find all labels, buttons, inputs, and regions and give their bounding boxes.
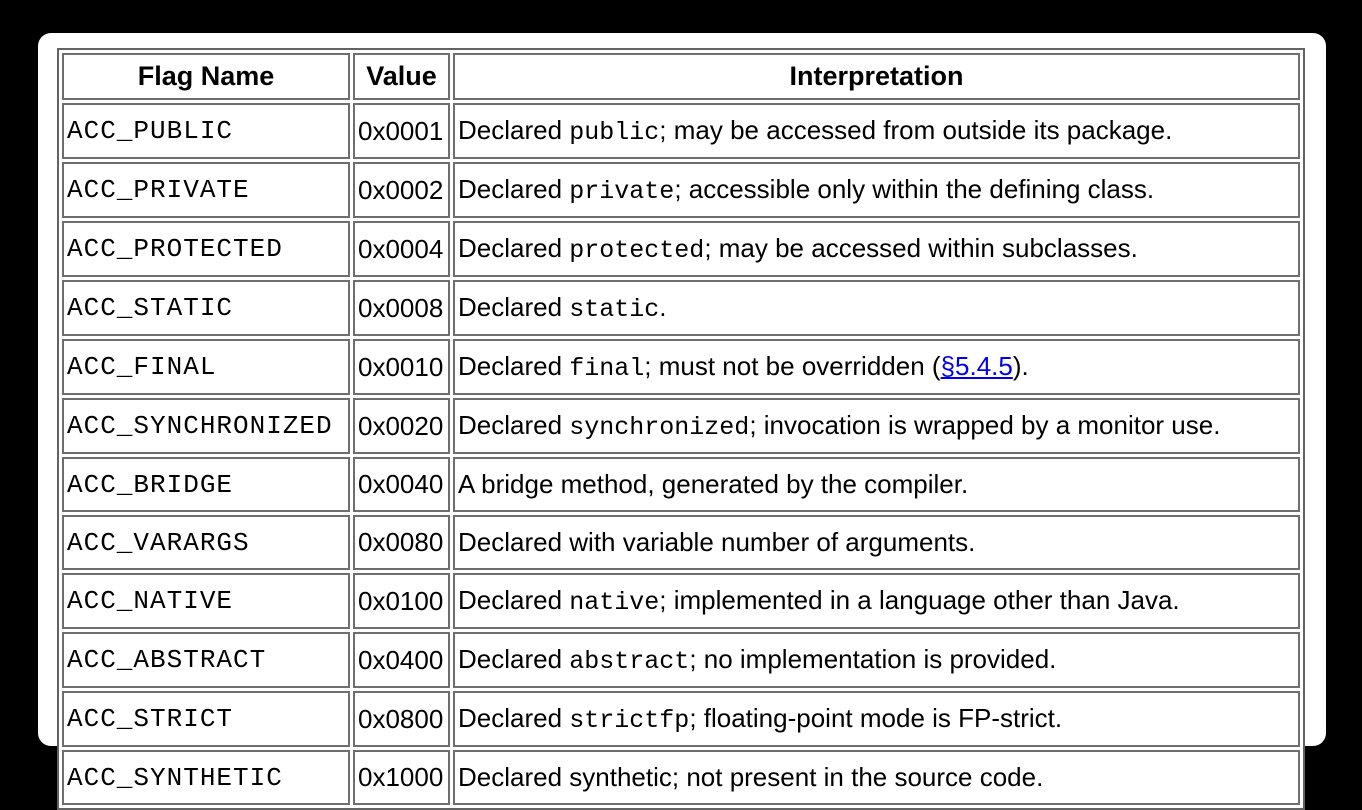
value-cell: 0x0080 [353, 515, 450, 570]
interpretation-text: ; must not be overridden ( [644, 351, 941, 381]
interpretation-text: Declared [458, 351, 570, 381]
table-row [62, 691, 1300, 747]
table-row [62, 457, 1300, 512]
interpretation-text: Declared [458, 410, 570, 440]
interpretation-text: . [659, 292, 667, 322]
interpretation-cell [453, 632, 1300, 688]
table-row [62, 398, 1300, 454]
code-keyword: static [569, 295, 660, 324]
flag-name-cell: ACC_NATIVE [62, 573, 350, 629]
interpretation-text: ; accessible only within the defining class. [674, 174, 1155, 204]
interpretation-text: ; implemented in a language other than Java. [659, 585, 1180, 615]
code-keyword: abstract [569, 647, 690, 676]
interpretation-text: Declared [458, 174, 570, 204]
interpretation-text: A bridge method, generated by the compiler. [458, 469, 969, 499]
flag-name-cell: ACC_SYNCHRONIZED [62, 398, 350, 454]
interpretation-text: Declared synthetic; not present in the source code. [458, 762, 1044, 792]
table-row [62, 515, 1300, 570]
table-row [62, 339, 1300, 395]
value-cell: 0x0008 [353, 280, 450, 336]
table-row [62, 221, 1300, 277]
interpretation-text: ; may be accessed from outside its package. [659, 115, 1173, 145]
value-cell: 0x1000 [353, 750, 450, 805]
column-header-interpretation: Interpretation [453, 53, 1300, 100]
interpretation-text: ; invocation is wrapped by a monitor use. [749, 410, 1221, 440]
table-row [62, 573, 1300, 629]
flag-name-cell: ACC_STATIC [62, 280, 350, 336]
code-keyword: strictfp [569, 706, 690, 735]
interpretation-cell [453, 691, 1300, 747]
interpretation-cell [453, 457, 1300, 512]
table-row [62, 632, 1300, 688]
table-row [62, 750, 1300, 805]
code-keyword: final [569, 354, 645, 383]
value-cell: 0x0004 [353, 221, 450, 277]
table-header-row [62, 53, 1300, 100]
flag-name-cell: ACC_PUBLIC [62, 103, 350, 159]
interpretation-text: ; no implementation is provided. [689, 644, 1057, 674]
code-keyword: private [569, 177, 675, 206]
interpretation-text: Declared [458, 585, 570, 615]
flag-name-cell: ACC_SYNTHETIC [62, 750, 350, 805]
code-keyword: native [569, 588, 660, 617]
interpretation-cell [453, 339, 1300, 395]
interpretation-text: ). [1012, 351, 1029, 381]
flag-name-cell: ACC_ABSTRACT [62, 632, 350, 688]
interpretation-text: Declared [458, 233, 570, 263]
interpretation-cell [453, 221, 1300, 277]
interpretation-text: Declared [458, 703, 570, 733]
flag-name-cell: ACC_PRIVATE [62, 162, 350, 218]
value-cell: 0x0010 [353, 339, 450, 395]
flag-name-cell: ACC_VARARGS [62, 515, 350, 570]
interpretation-text: Declared [458, 292, 570, 322]
column-header-value: Value [353, 53, 450, 100]
flag-name-cell: ACC_FINAL [62, 339, 350, 395]
column-header-flag-name: Flag Name [62, 53, 350, 100]
interpretation-text: Declared [458, 644, 570, 674]
table-row [62, 162, 1300, 218]
interpretation-cell [453, 515, 1300, 570]
value-cell: 0x0002 [353, 162, 450, 218]
flag-name-cell: ACC_BRIDGE [62, 457, 350, 512]
code-keyword: protected [569, 236, 705, 265]
interpretation-cell [453, 280, 1300, 336]
interpretation-cell [453, 162, 1300, 218]
value-cell: 0x0040 [353, 457, 450, 512]
interpretation-cell [453, 573, 1300, 629]
code-keyword: synchronized [569, 413, 750, 442]
value-cell: 0x0020 [353, 398, 450, 454]
flag-name-cell: ACC_PROTECTED [62, 221, 350, 277]
interpretation-text: Declared with variable number of arguments. [458, 527, 976, 557]
code-keyword: public [569, 118, 660, 147]
table-row [62, 280, 1300, 336]
flag-name-cell: ACC_STRICT [62, 691, 350, 747]
interpretation-text: ; may be accessed within subclasses. [704, 233, 1138, 263]
value-cell: 0x0800 [353, 691, 450, 747]
value-cell: 0x0001 [353, 103, 450, 159]
section-link[interactable]: §5.4.5 [940, 351, 1013, 381]
interpretation-text: Declared [458, 115, 570, 145]
value-cell: 0x0100 [353, 573, 450, 629]
table-row [62, 103, 1300, 159]
interpretation-cell [453, 398, 1300, 454]
interpretation-text: ; floating-point mode is FP-strict. [689, 703, 1063, 733]
interpretation-cell [453, 103, 1300, 159]
interpretation-cell [453, 750, 1300, 805]
method-access-flags-table [57, 48, 1305, 810]
value-cell: 0x0400 [353, 632, 450, 688]
content-panel [38, 33, 1326, 793]
